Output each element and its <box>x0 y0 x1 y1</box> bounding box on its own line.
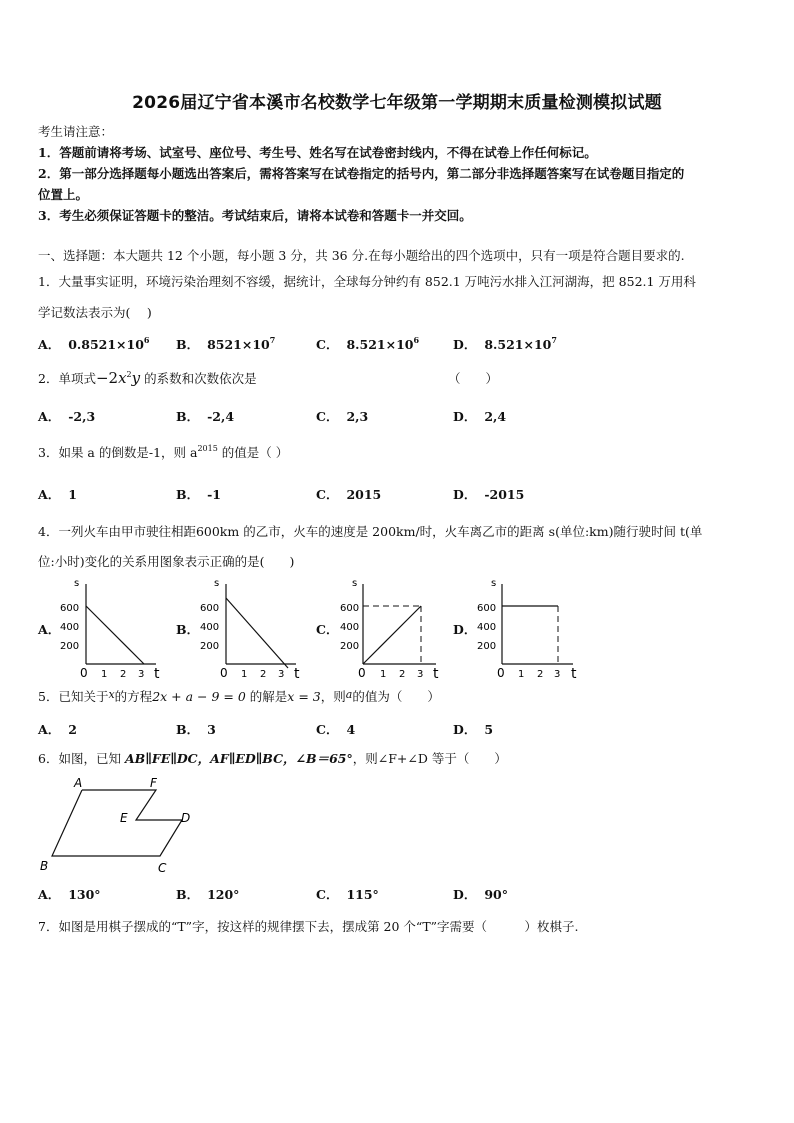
q4-d-ytick-600: 600 <box>477 603 497 614</box>
q4-a-ytick-200: 200 <box>60 641 80 652</box>
q6-label-f: F <box>150 776 157 790</box>
q4-a-axis-t: t <box>154 666 160 682</box>
q6-option-a: A． 130° <box>38 887 101 902</box>
q4-c-ytick-400: 400 <box>340 622 360 633</box>
q6-label-e: E <box>120 811 128 825</box>
q4-c-xtick-0: 0 <box>358 666 366 680</box>
q4-b-xtick-1: 1 <box>241 669 248 680</box>
q4-d-axis-t: t <box>571 666 577 682</box>
q4-c-axis-t: t <box>433 666 439 682</box>
q4-c-xtick-3: 3 <box>417 669 424 680</box>
q3-option-c: C． 2015 <box>316 487 382 502</box>
q4-b-ytick-600: 600 <box>200 603 220 614</box>
q4-d-xtick-1: 1 <box>518 669 525 680</box>
q4-a-xtick-1: 1 <box>101 669 108 680</box>
q6-label-c: C <box>158 861 167 875</box>
q1-option-b: B． $8521\times 10^7$ <box>176 335 276 352</box>
q6-option-d: D． 90° <box>453 887 508 902</box>
q6-figure <box>36 774 206 876</box>
q4-c-line <box>363 606 421 664</box>
q6-label-a: A <box>74 776 83 790</box>
q4-b-axis-s: s <box>214 578 220 589</box>
q6-option-c: C． 115° <box>316 887 379 902</box>
q1-stem-line1: 1．大量事实证明，环境污染治理刻不容缓，据统计，全球每分钟约有 852.1 万吨污水排入江河湖海，把 852.1 万用科 <box>38 274 696 289</box>
q3-option-d: D． -2015 <box>453 487 525 502</box>
q2-option-c: C． 2,3 <box>316 409 369 424</box>
q4-option-d-label: D． <box>453 622 477 637</box>
q2-stem: 2．单项式$-2x^2y$ 的系数和次数依次是 <box>38 369 257 387</box>
q5-option-d: D． 5 <box>453 722 494 737</box>
q4-stem-line1: 4．一列火车由甲市驶往相距600km 的乙市，火车的速度是 200km/时，火车离乙市的距离 s(单位:km)随行驶时间 t(单 <box>38 524 703 539</box>
q4-b-xtick-2: 2 <box>260 669 267 680</box>
q4-c-xtick-2: 2 <box>399 669 406 680</box>
q2-answer-paren: （ ） <box>448 371 499 386</box>
q4-d-xtick-3: 3 <box>554 669 561 680</box>
section-1-heading: 一、选择题：本大题共 12 个小题，每小题 3 分，共 36 分.在每小题给出的四个选项中，只有一项是符合题目要求的. <box>38 248 685 263</box>
q4-b-ytick-400: 400 <box>200 622 220 633</box>
page-title: 2026届辽宁省本溪市名校数学七年级第一学期期末质量检测模拟试题 <box>132 93 662 113</box>
q4-a-ytick-400: 400 <box>60 622 80 633</box>
q4-b-line <box>226 598 288 668</box>
q5-option-a: A． 2 <box>38 722 77 737</box>
q4-c-ytick-200: 200 <box>340 641 360 652</box>
q4-b-ytick-200: 200 <box>200 641 220 652</box>
q5-option-c: C． 4 <box>316 722 356 737</box>
notice-item-3: 3．考生必须保证答题卡的整洁。考试结束后，请将本试卷和答题卡一并交回。 <box>38 208 472 223</box>
q4-option-c-label: C． <box>316 622 339 637</box>
q4-b-xtick-0: 0 <box>220 666 228 680</box>
q4-a-xtick-2: 2 <box>120 669 127 680</box>
q3-option-b: B． -1 <box>176 487 221 502</box>
q4-option-b-label: B． <box>176 622 200 637</box>
q4-a-xtick-3: 3 <box>138 669 145 680</box>
q4-graph-a <box>58 574 170 682</box>
q7-stem: 7．如图是用棋子摆成的“T”字，按这样的规律摆下去，摆成第 20 个“T”字需要（ ）枚棋子. <box>38 919 579 934</box>
q6-option-b: B． 120° <box>176 887 240 902</box>
q4-stem-line2: 位:小时)变化的关系用图象表示正确的是( ) <box>38 554 295 569</box>
q4-graph-b <box>198 574 310 682</box>
q4-c-axis-s: s <box>352 578 358 589</box>
q2-option-b: B． -2,4 <box>176 409 235 424</box>
q6-stem: 6．如图，已知 AB∥FE∥DC，AF∥ED∥BC，∠B＝65°，则∠F+∠D 等于（ ） <box>38 751 507 766</box>
q4-a-xtick-0: 0 <box>80 666 88 680</box>
notice-item-2-cont: 位置上。 <box>38 187 89 202</box>
q4-a-ytick-600: 600 <box>60 603 80 614</box>
q4-b-axis-t: t <box>294 666 300 682</box>
q1-stem-line2: 学记数法表示为( ) <box>38 305 152 320</box>
q4-b-xtick-3: 3 <box>278 669 285 680</box>
q4-d-ytick-200: 200 <box>477 641 497 652</box>
q4-a-line <box>86 606 144 664</box>
q1-option-d: D． $8.521\times 10^7$ <box>453 335 557 352</box>
q1-option-c: C． $8.521\times 10^6$ <box>316 335 420 352</box>
q2-option-a: A． -2,3 <box>38 409 96 424</box>
q4-d-xtick-0: 0 <box>497 666 505 680</box>
q1-option-a: A． $0.8521\times 10^6$ <box>38 335 150 352</box>
q4-graph-d <box>475 574 587 682</box>
q6-polygon <box>52 790 182 856</box>
q2-option-d: D． 2,4 <box>453 409 507 424</box>
q4-a-axis-s: s <box>74 578 80 589</box>
notice-item-2: 2．第一部分选择题每小题选出答案后，需将答案写在试卷指定的括号内，第二部分非选择题答案写在试卷题目指定的 <box>38 166 685 181</box>
q4-option-a-label: A． <box>38 622 61 637</box>
q4-c-xtick-1: 1 <box>380 669 387 680</box>
q3-option-a: A． 1 <box>38 487 77 502</box>
notice-item-1: 1．答题前请将考场、试室号、座位号、考生号、姓名写在试卷密封线内，不得在试卷上作任何标记。 <box>38 145 597 160</box>
q4-d-xtick-2: 2 <box>537 669 544 680</box>
q4-d-ytick-400: 400 <box>477 622 497 633</box>
q4-graph-c <box>338 574 450 682</box>
q5-option-b: B． 3 <box>176 722 216 737</box>
q4-d-axis-s: s <box>491 578 497 589</box>
notice-heading: 考生请注意： <box>38 124 114 139</box>
q4-c-ytick-600: 600 <box>340 603 360 614</box>
q5-stem: 5．已知关于x的方程2x + a − 9 = 0 的解是x = 3，则a的值为（ ） <box>38 688 440 704</box>
q3-stem: 3．如果 a 的倒数是-1，则 $a^{2015}$ 的值是（ ） <box>38 444 289 460</box>
q6-label-d: D <box>181 811 191 825</box>
q6-label-b: B <box>40 859 49 873</box>
